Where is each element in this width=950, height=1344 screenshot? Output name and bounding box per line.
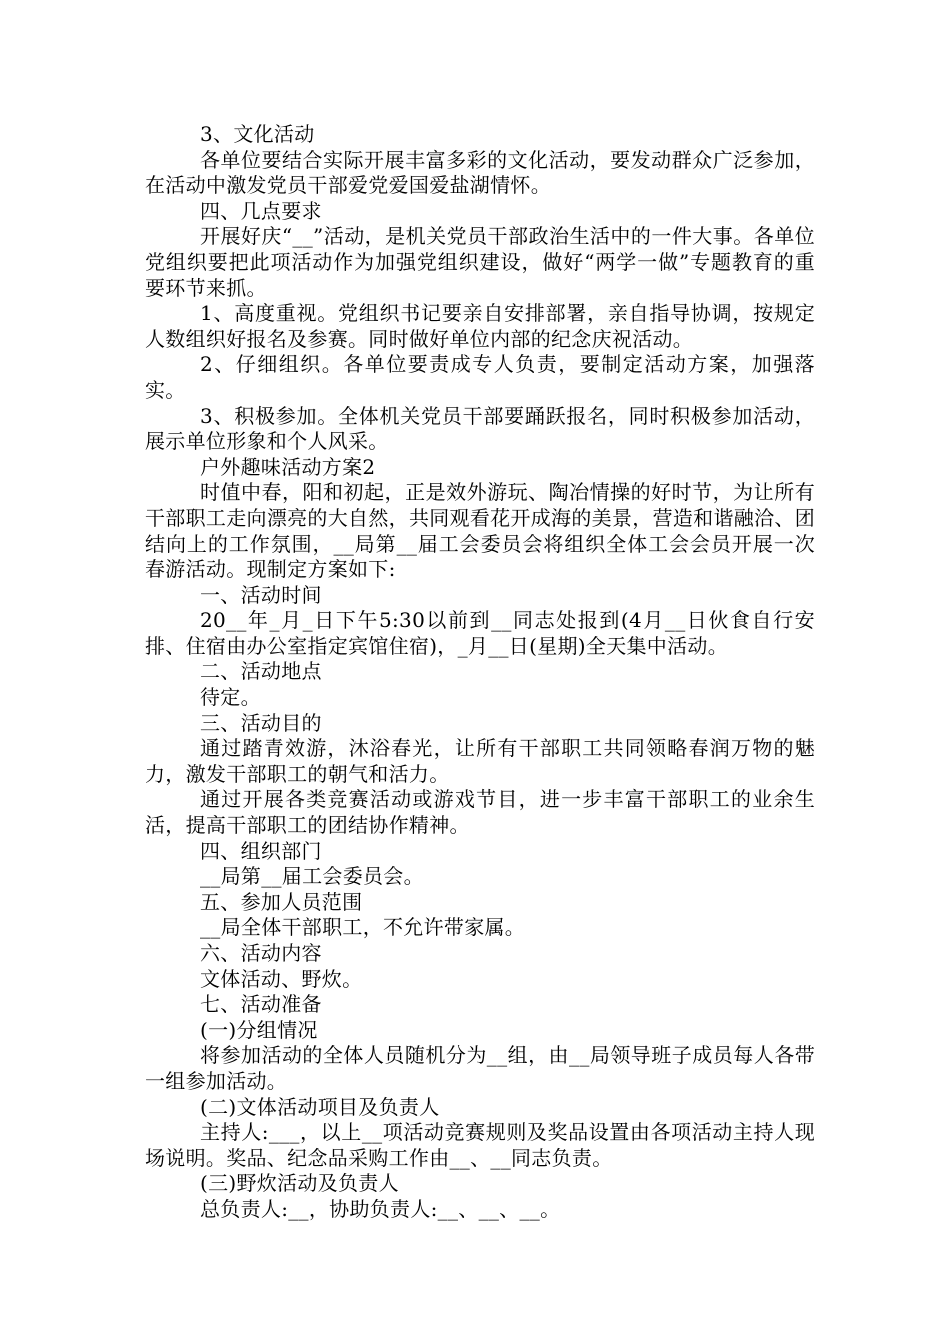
section-heading-time: 一、活动时间 bbox=[200, 582, 322, 607]
paragraph: 文体活动、野炊。 bbox=[200, 966, 363, 991]
paragraph: 将参加活动的全体人员随机分为__组，由__局领导班子成员每人各带一组参加活动。 bbox=[145, 1043, 815, 1093]
paragraph: __局第__届工会委员会。 bbox=[200, 864, 424, 889]
section-heading-location: 二、活动地点 bbox=[200, 659, 322, 684]
section-heading-preparation: 七、活动准备 bbox=[200, 992, 322, 1017]
paragraph: 1、高度重视。党组织书记要亲自安排部署，亲自指导协调，按规定人数组织好报名及参赛。同时做好单位内部的纪念庆祝活动。 bbox=[145, 301, 815, 351]
subsection-heading-grouping: (一)分组情况 bbox=[200, 1017, 318, 1042]
section-heading-participants: 五、参加人员范围 bbox=[200, 889, 363, 914]
section-heading-content: 六、活动内容 bbox=[200, 941, 322, 965]
paragraph: 总负责人:__，协助负责人:__、__、__。 bbox=[200, 1196, 561, 1221]
paragraph: 20__年_月_日下午5:30以前到__同志处报到(4月__日伙食自行安排、住宿由办公室指定宾馆住宿)，_月__日(星期)全天集中活动。 bbox=[145, 608, 815, 658]
subsection-heading-activities: (二)文体活动项目及负责人 bbox=[200, 1094, 440, 1119]
paragraph: 2、仔细组织。各单位要责成专人负责，要制定活动方案，加强落实。 bbox=[145, 352, 815, 402]
document-body bbox=[145, 122, 815, 1223]
paragraph: __局全体干部职工，不允许带家属。 bbox=[200, 915, 526, 940]
paragraph: 开展好庆“__”活动，是机关党员干部政治生活中的一件大事。各单位党组织要把此项活动作为加强党组织建设，做好“两学一做”专题教育的重要环节来抓。 bbox=[145, 224, 815, 300]
paragraph: 待定。 bbox=[200, 685, 261, 710]
section-heading-requirements: 四、几点要求 bbox=[200, 198, 322, 223]
paragraph: 主持人:___，以上__项活动竞赛规则及奖品设置由各项活动主持人现场说明。奖品、纪念品采购工作由__、__同志负责。 bbox=[145, 1120, 815, 1170]
paragraph: 各单位要结合实际开展丰富多彩的文化活动，要发动群众广泛参加，在活动中激发党员干部爱党爱国爱盐湖情怀。 bbox=[145, 147, 815, 198]
section-heading-culture: 3、文化活动 bbox=[200, 122, 315, 146]
document-subtitle: 户外趣味活动方案2 bbox=[200, 454, 376, 479]
paragraph: 3、积极参加。全体机关党员干部要踊跃报名，同时积极参加活动，展示单位形象和个人风采。 bbox=[145, 403, 815, 454]
section-heading-organizer: 四、组织部门 bbox=[200, 838, 322, 863]
paragraph: 通过踏青效游，沐浴春光，让所有干部职工共同领略春润万物的魅力，激发干部职工的朝气和活力。 bbox=[145, 736, 815, 786]
section-heading-purpose: 三、活动目的 bbox=[200, 710, 322, 735]
paragraph: 通过开展各类竞赛活动或游戏节目，进一步丰富干部职工的业余生活，提高干部职工的团结协作精神。 bbox=[145, 787, 815, 838]
paragraph: 时值中春，阳和初起，正是效外游玩、陶冶情操的好时节，为让所有干部职工走向漂亮的大自然，共同观看花开成海的美景，营造和谐融洽、团结向上的工作氛围，__局第__届工会委员会将组织全体工会会员开展一次春游活动。现制定方案如下: bbox=[145, 480, 815, 582]
subsection-heading-picnic: (三)野炊活动及负责人 bbox=[200, 1171, 399, 1196]
